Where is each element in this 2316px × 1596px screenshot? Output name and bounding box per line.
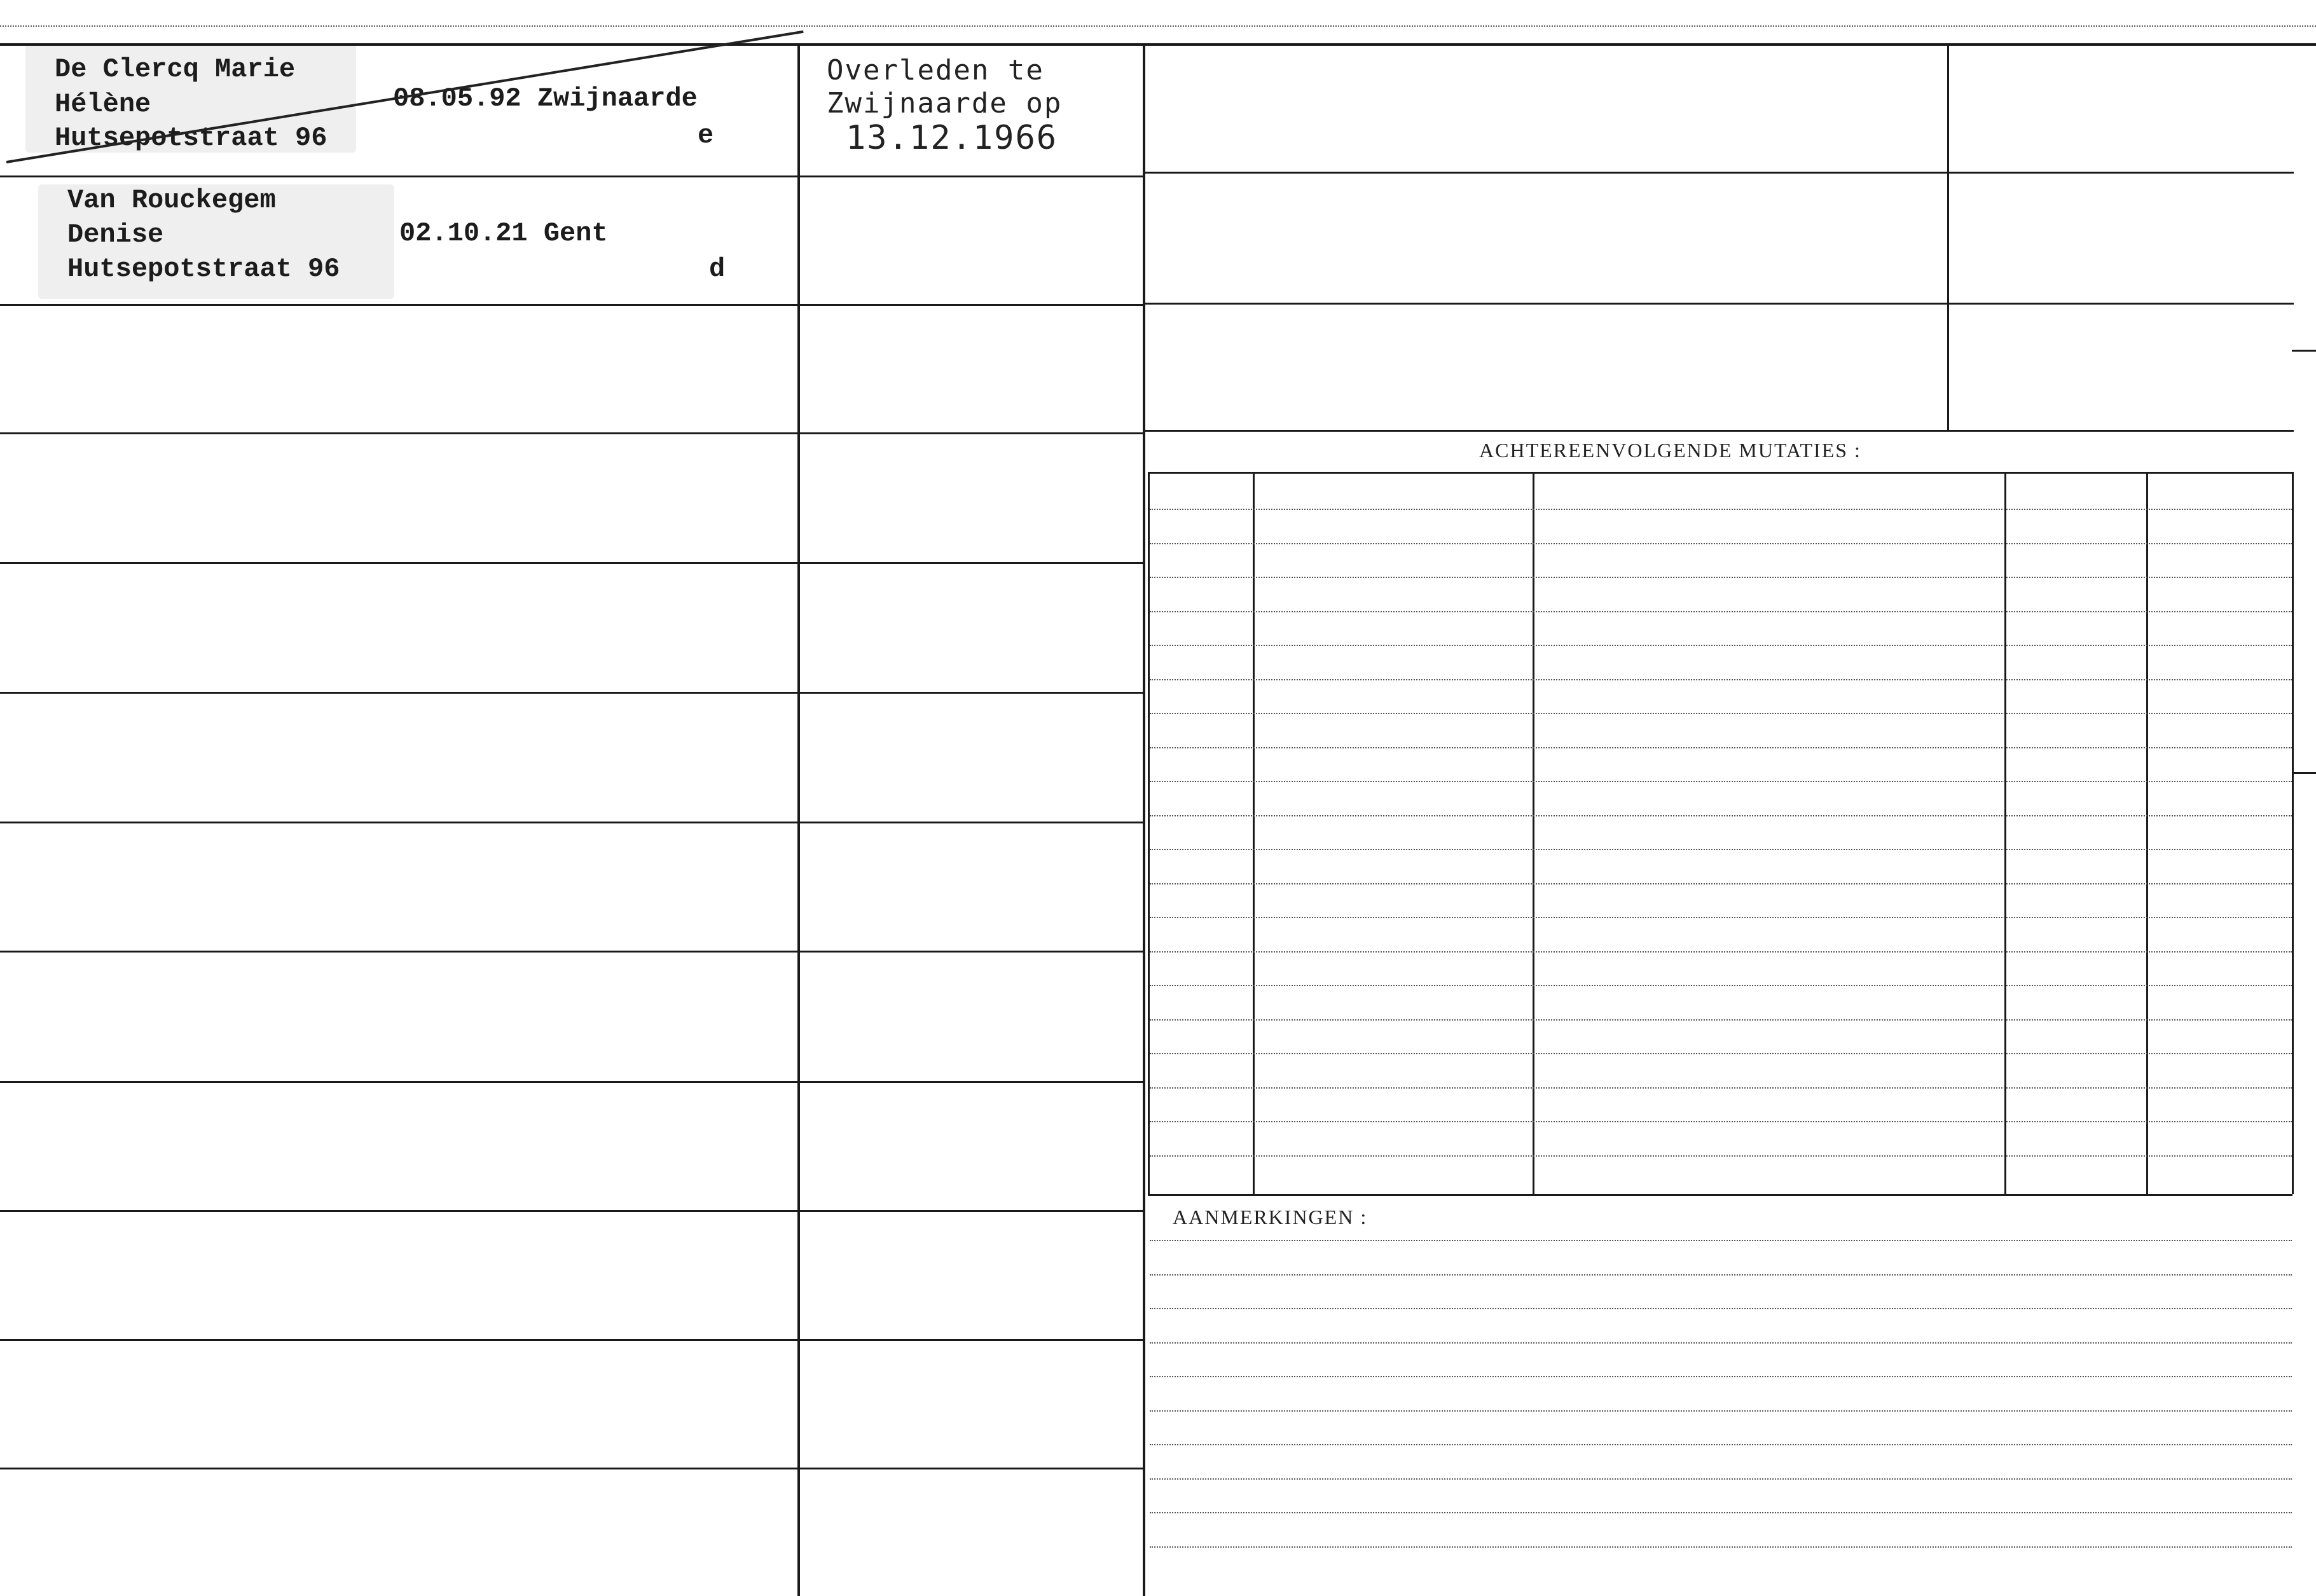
mutaties-ruled-line	[1150, 713, 2292, 714]
mutaties-ruled-line	[1150, 1087, 2292, 1089]
row-line	[0, 822, 1143, 823]
row-line	[0, 692, 1143, 694]
mutaties-ruled-line	[1150, 1053, 2292, 1054]
mutaties-ruled-line	[1150, 679, 2292, 680]
mutaties-ruled-line	[1150, 1155, 2292, 1157]
aanmerkingen-ruled-line	[1150, 1410, 2292, 1412]
mutaties-ruled-line	[1150, 645, 2292, 646]
mutaties-ruled-line	[1150, 951, 2292, 953]
record-1-name-line2: Hélène	[55, 89, 151, 120]
column-divider	[797, 43, 800, 1596]
record-2-name-line1: Van Rouckegem	[67, 185, 276, 216]
mutaties-top-line	[1148, 472, 2292, 474]
column-divider	[1143, 43, 1145, 1596]
record-2-name-line2: Denise	[67, 219, 164, 250]
record-1-remark-line1: Overleden te	[827, 54, 1044, 86]
row-line	[0, 432, 1143, 434]
mutaties-ruled-line	[1150, 1019, 2292, 1021]
row-line	[0, 1339, 1143, 1341]
row-line	[0, 304, 1143, 306]
mutaties-ruled-line	[1150, 849, 2292, 850]
record-2-code: d	[709, 254, 726, 284]
aanmerkingen-ruled-line	[1150, 1274, 2292, 1276]
mutaties-ruled-line	[1150, 883, 2292, 884]
edge-tick	[2292, 350, 2316, 352]
mutaties-ruled-line	[1150, 747, 2292, 748]
mutaties-ruled-line	[1150, 543, 2292, 544]
record-1-birth: 08.05.92 Zwijnaarde	[393, 83, 698, 114]
mutaties-col-divider	[2146, 472, 2148, 1194]
row-line	[0, 1468, 1143, 1469]
row-line	[1143, 303, 2294, 305]
mutaties-col-divider	[1533, 472, 1534, 1194]
row-line	[0, 562, 1143, 564]
record-1-address: Hutsepotstraat 96	[55, 123, 327, 153]
record-2-address: Hutsepotstraat 96	[67, 254, 340, 284]
aanmerkingen-ruled-line	[1150, 1512, 2292, 1513]
edge-tick	[2292, 772, 2316, 774]
record-1-name-line1: De Clercq Marie	[55, 54, 296, 85]
row-line	[1143, 172, 2294, 174]
mutaties-ruled-line	[1150, 917, 2292, 918]
mutaties-ruled-line	[1150, 781, 2292, 782]
mutaties-ruled-line	[1150, 815, 2292, 816]
top-border-noise	[0, 25, 2316, 27]
top-border	[0, 43, 2316, 46]
record-2-birth: 02.10.21 Gent	[399, 218, 608, 249]
row-line	[0, 175, 1143, 177]
record-1-remark-date: 13.12.1966	[846, 119, 1058, 157]
aanmerkingen-ruled-line	[1150, 1478, 2292, 1480]
mutaties-ruled-line	[1150, 577, 2292, 578]
aanmerkingen-ruled-line	[1150, 1546, 2292, 1548]
aanmerkingen-ruled-line	[1150, 1376, 2292, 1377]
record-1-code: e	[698, 120, 714, 151]
mutaties-col-divider	[2004, 472, 2006, 1194]
aanmerkingen-ruled-line	[1150, 1342, 2292, 1344]
row-line	[0, 951, 1143, 953]
mutaties-col-divider	[1148, 472, 1150, 1194]
mutaties-ruled-line	[1150, 509, 2292, 510]
aanmerkingen-ruled-line	[1150, 1308, 2292, 1309]
aanmerkingen-ruled-line	[1150, 1444, 2292, 1445]
mutaties-col-divider	[1253, 472, 1255, 1194]
mutaties-ruled-line	[1150, 985, 2292, 986]
mutaties-bottom-line	[1148, 1194, 2292, 1196]
aanmerkingen-heading: AANMERKINGEN :	[1173, 1206, 1368, 1228]
column-divider	[1947, 43, 1949, 430]
row-line	[1143, 430, 2294, 432]
row-line	[0, 1210, 1143, 1212]
mutaties-ruled-line	[1150, 611, 2292, 612]
aanmerkingen-ruled-line	[1150, 1240, 2292, 1241]
row-line	[0, 1081, 1143, 1083]
record-1-remark-line2: Zwijnaarde op	[827, 87, 1063, 120]
mutaties-heading: ACHTEREENVOLGENDE MUTATIES :	[1479, 439, 1861, 462]
mutaties-ruled-line	[1150, 1121, 2292, 1122]
mutaties-col-divider	[2292, 472, 2294, 1194]
